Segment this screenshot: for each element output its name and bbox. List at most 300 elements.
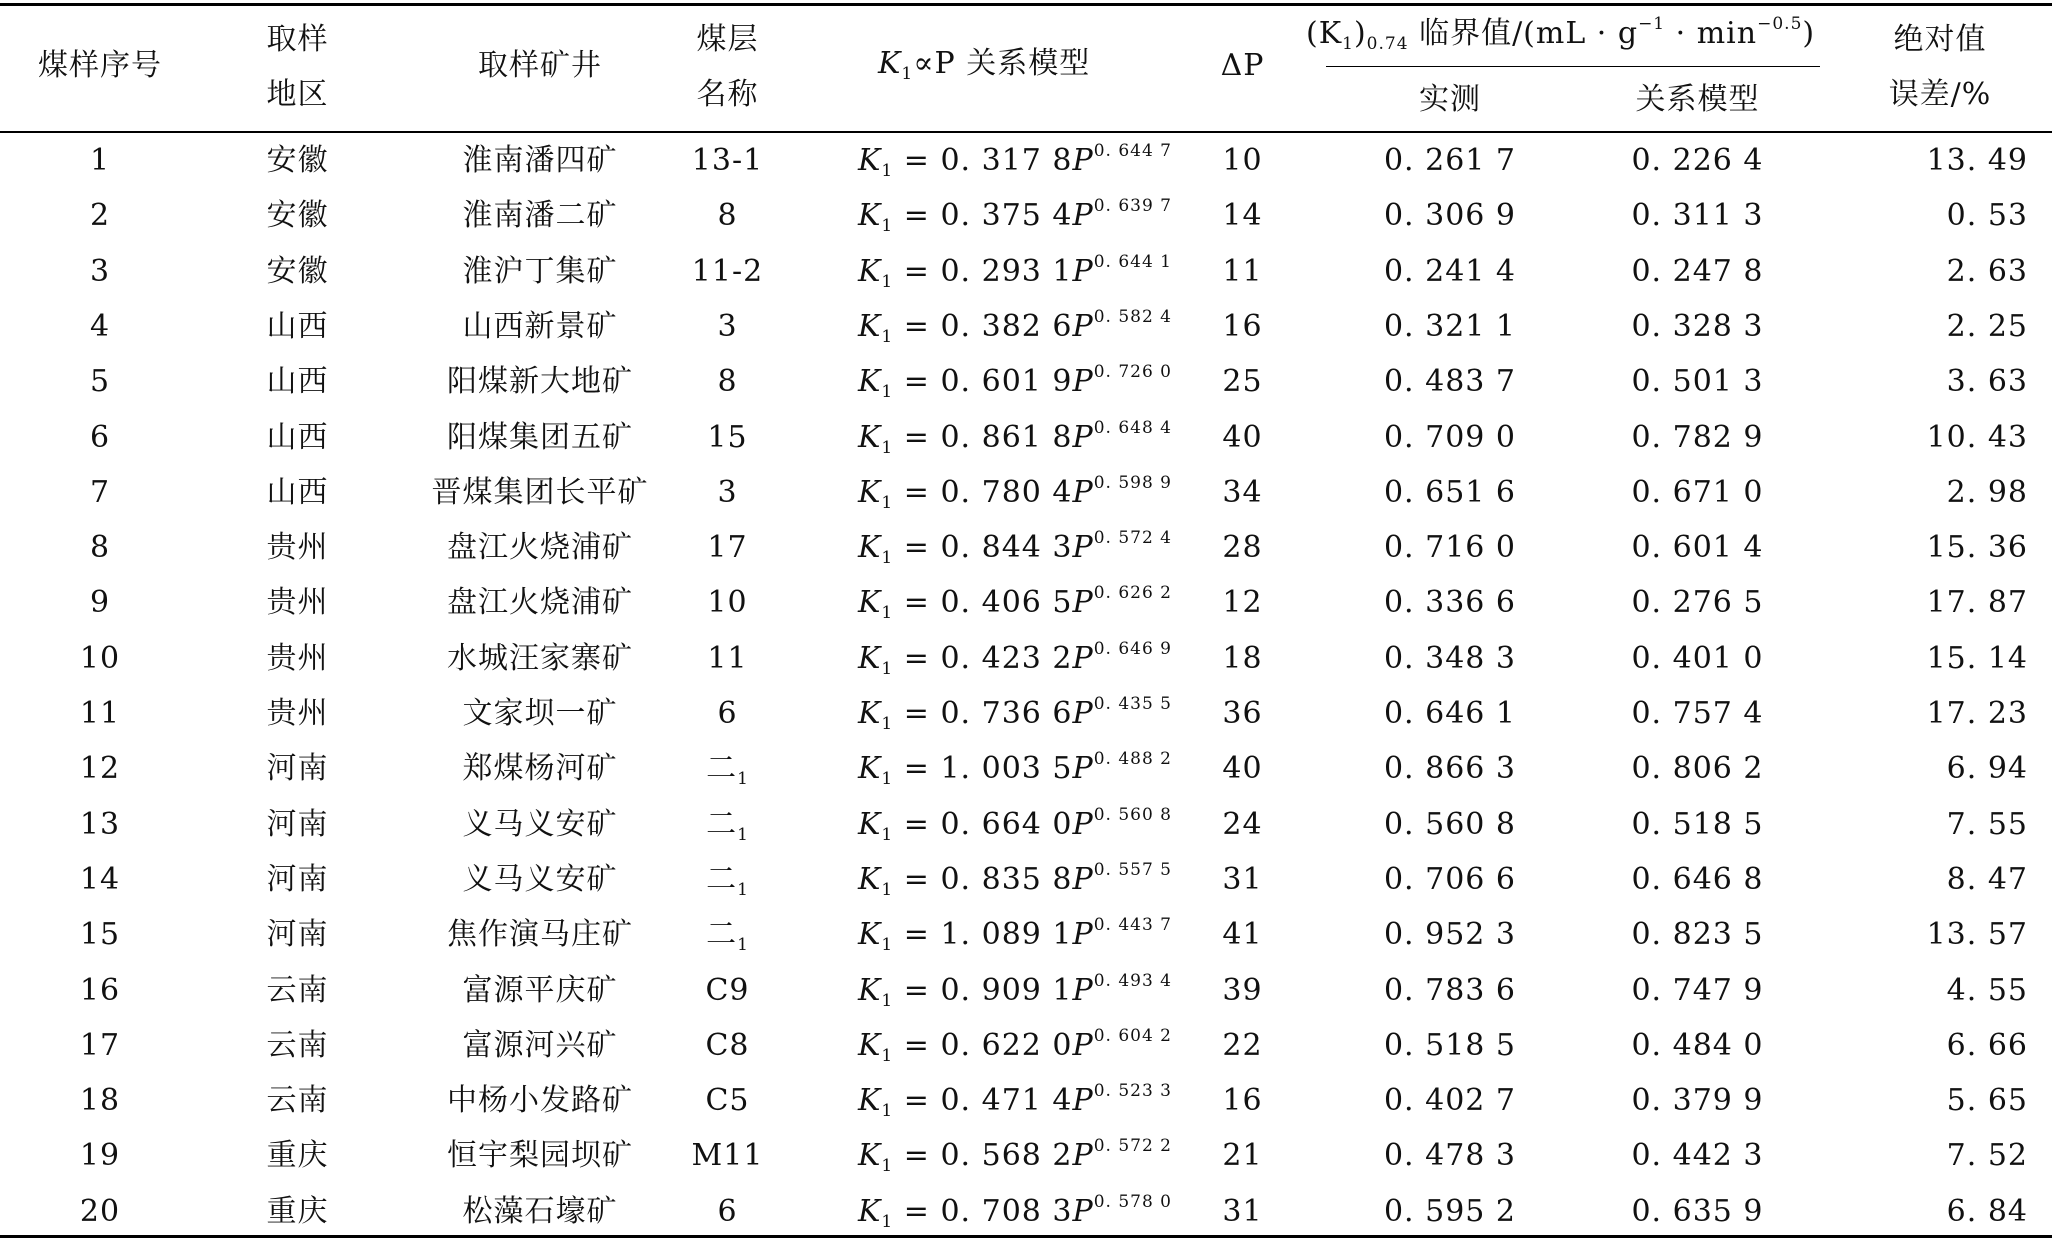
cell-relation-formula: [858, 749, 1218, 789]
formula-k-symbol: K: [858, 364, 882, 399]
cell-seam-name: 3: [717, 475, 738, 510]
formula-k-symbol: K: [858, 530, 882, 565]
cell-seam: [660, 473, 795, 513]
critical-title-sub2: 0.74: [1366, 34, 1409, 54]
formula-coefficient: 0. 664 0: [940, 807, 1073, 842]
formula-k-symbol: K: [858, 1194, 882, 1229]
formula-coefficient: 0. 844 3: [940, 530, 1073, 565]
header-critical-value: [1306, 14, 1815, 54]
formula-k-symbol: K: [858, 143, 882, 178]
critical-title-text2: · min: [1665, 16, 1758, 51]
formula-k-subscript: 1: [881, 327, 894, 347]
cell-model: 0. 757 4: [1631, 696, 1764, 731]
cell-model: 0. 484 0: [1631, 1028, 1764, 1063]
formula-equals: =: [893, 696, 941, 731]
cell-mine: 山西新景矿: [462, 309, 618, 344]
formula-exponent: 0. 639 7: [1093, 196, 1172, 216]
cell-region: 重庆: [266, 1138, 329, 1173]
cell-mine: 阳煤新大地矿: [447, 364, 633, 399]
cell-relation-formula: [858, 473, 1218, 513]
formula-p-symbol: P: [1072, 420, 1094, 455]
cell-sample-id: 5: [89, 364, 111, 399]
cell-relation-formula: [858, 252, 1218, 292]
cell-relation-formula: [858, 528, 1218, 568]
header-seam-line2: 名称: [696, 77, 759, 112]
cell-relation-formula: [858, 971, 1218, 1011]
cell-region: 贵州: [266, 641, 329, 676]
cell-delta-p: 18: [1222, 641, 1263, 676]
cell-measured: 0. 952 3: [1383, 917, 1517, 952]
formula-p-symbol: P: [1072, 1083, 1094, 1118]
formula-coefficient: 0. 382 6: [940, 309, 1073, 344]
formula-k-symbol: K: [858, 1138, 882, 1173]
cell-error: 17. 23: [1926, 696, 2028, 731]
cell-model: 0. 823 5: [1631, 917, 1764, 952]
header-relation-rest: ∝P 关系模型: [913, 46, 1091, 81]
cell-seam: [660, 749, 795, 789]
header-model: 关系模型: [1635, 82, 1760, 117]
cell-seam-subscript: 1: [737, 935, 749, 955]
cell-sample-id: 7: [89, 475, 111, 510]
formula-equals: =: [893, 1194, 941, 1229]
formula-p-symbol: P: [1072, 973, 1094, 1008]
cell-relation-formula: [858, 418, 1218, 458]
cell-error: 6. 66: [1946, 1028, 2028, 1063]
cell-seam-name: 二: [706, 917, 738, 952]
cell-delta-p: 21: [1222, 1138, 1263, 1173]
formula-k-subscript: 1: [881, 825, 894, 845]
cell-measured: 0. 402 7: [1383, 1083, 1517, 1118]
cell-measured: 0. 348 3: [1383, 641, 1517, 676]
critical-title-end: ): [1802, 16, 1816, 51]
formula-exponent: 0. 648 4: [1093, 418, 1172, 438]
cell-region: 安徽: [266, 198, 329, 233]
formula-exponent: 0. 726 0: [1093, 362, 1172, 382]
cell-error: 2. 25: [1946, 309, 2028, 344]
formula-exponent: 0. 644 7: [1093, 141, 1172, 161]
cell-seam-name: 6: [717, 696, 738, 731]
formula-k-subscript: 1: [881, 272, 894, 292]
formula-coefficient: 0. 909 1: [940, 973, 1073, 1008]
formula-k-symbol: K: [858, 309, 882, 344]
cell-seam: [660, 915, 795, 955]
cell-seam: [660, 196, 795, 236]
formula-k-symbol: K: [858, 751, 882, 786]
cell-sample-id: 18: [79, 1083, 121, 1118]
formula-exponent: 0. 598 9: [1093, 473, 1172, 493]
cell-sample-id: 3: [89, 254, 111, 289]
formula-k-symbol: K: [858, 585, 882, 620]
critical-title-sup2: −0.5: [1757, 14, 1803, 34]
cell-seam-subscript: 1: [737, 769, 749, 789]
cell-measured: 0. 560 8: [1383, 807, 1517, 842]
formula-p-symbol: P: [1072, 309, 1094, 344]
formula-k-subscript: 1: [881, 548, 894, 568]
formula-p-symbol: P: [1072, 1194, 1094, 1229]
cell-seam-name: 13-1: [691, 143, 764, 178]
formula-equals: =: [893, 198, 941, 233]
formula-exponent: 0. 572 4: [1093, 528, 1172, 548]
cell-seam-name: 15: [707, 420, 748, 455]
cell-mine: 水城汪家寨矿: [447, 641, 633, 676]
formula-coefficient: 0. 622 0: [940, 1028, 1073, 1063]
formula-k-symbol: K: [858, 254, 882, 289]
cell-sample-id: 8: [89, 530, 111, 565]
formula-k-symbol: K: [858, 1083, 882, 1118]
cell-measured: 0. 306 9: [1383, 198, 1517, 233]
formula-coefficient: 0. 835 8: [940, 862, 1073, 897]
formula-p-symbol: P: [1072, 198, 1094, 233]
cell-error: 3. 63: [1946, 364, 2028, 399]
cell-error: 15. 36: [1926, 530, 2028, 565]
cell-delta-p: 24: [1222, 807, 1263, 842]
formula-exponent: 0. 523 3: [1093, 1081, 1172, 1101]
cell-region: 山西: [266, 420, 329, 455]
cell-delta-p: 36: [1222, 696, 1263, 731]
cell-sample-id: 15: [79, 917, 121, 952]
cell-seam: [660, 694, 795, 734]
formula-p-symbol: P: [1072, 917, 1094, 952]
cell-model: 0. 671 0: [1631, 475, 1764, 510]
cell-region: 河南: [266, 917, 329, 952]
header-mine: 取样矿井: [478, 48, 602, 83]
cell-sample-id: 10: [79, 641, 121, 676]
formula-coefficient: 0. 423 2: [940, 641, 1073, 676]
formula-coefficient: 0. 861 8: [940, 420, 1073, 455]
cell-measured: 0. 716 0: [1383, 530, 1517, 565]
formula-k-symbol: K: [858, 420, 882, 455]
formula-coefficient: 0. 471 4: [940, 1083, 1073, 1118]
cell-region: 云南: [266, 1028, 329, 1063]
cell-delta-p: 40: [1222, 751, 1263, 786]
cell-error: 7. 52: [1946, 1138, 2028, 1173]
cell-region: 河南: [266, 862, 329, 897]
cell-mine: 阳煤集团五矿: [447, 420, 633, 455]
cell-measured: 0. 321 1: [1383, 309, 1517, 344]
cell-relation-formula: [858, 805, 1218, 845]
cell-sample-id: 16: [79, 973, 121, 1008]
cell-seam-name: 二: [706, 862, 738, 897]
formula-coefficient: 0. 375 4: [940, 198, 1073, 233]
formula-k-subscript: 1: [881, 1101, 894, 1121]
cell-delta-p: 12: [1222, 585, 1263, 620]
cell-seam: [660, 1192, 795, 1232]
header-relation-sub: 1: [901, 64, 914, 84]
cell-seam-name: 11: [707, 641, 748, 676]
cell-seam-name: C8: [705, 1028, 750, 1063]
cell-relation-formula: [858, 860, 1218, 900]
formula-p-symbol: P: [1072, 1138, 1094, 1173]
cell-error: 17. 87: [1926, 585, 2028, 620]
cell-relation-formula: [858, 1136, 1218, 1176]
cell-error: 7. 55: [1946, 807, 2028, 842]
cell-sample-id: 6: [89, 420, 111, 455]
cell-measured: 0. 261 7: [1383, 143, 1517, 178]
formula-k-subscript: 1: [881, 1212, 894, 1232]
cell-error: 10. 43: [1926, 420, 2028, 455]
formula-exponent: 0. 582 4: [1093, 307, 1172, 327]
cell-measured: 0. 483 7: [1383, 364, 1517, 399]
formula-coefficient: 0. 406 5: [940, 585, 1073, 620]
cell-seam-name: M11: [691, 1138, 764, 1173]
cell-seam: [660, 1081, 795, 1121]
critical-title-close: ): [1353, 16, 1367, 51]
cell-mine: 晋煤集团长平矿: [431, 475, 649, 510]
cell-delta-p: 25: [1222, 364, 1263, 399]
formula-exponent: 0. 557 5: [1093, 860, 1172, 880]
formula-coefficient: 0. 708 3: [940, 1194, 1073, 1229]
critical-title-sup1: −1: [1638, 14, 1666, 34]
cell-error: 2. 98: [1946, 475, 2028, 510]
cell-seam: [660, 639, 795, 679]
cell-seam-name: 二: [706, 751, 738, 786]
formula-p-symbol: P: [1072, 1028, 1094, 1063]
formula-equals: =: [893, 475, 941, 510]
cell-mine: 中杨小发路矿: [447, 1083, 633, 1118]
cell-mine: 盘江火烧浦矿: [447, 530, 633, 565]
cell-sample-id: 12: [79, 751, 121, 786]
cell-measured: 0. 706 6: [1383, 862, 1517, 897]
cell-region: 安徽: [266, 143, 329, 178]
formula-exponent: 0. 493 4: [1093, 971, 1172, 991]
cell-mine: 义马义安矿: [462, 862, 618, 897]
cell-region: 山西: [266, 309, 329, 344]
critical-title-open: (K: [1306, 16, 1343, 51]
formula-equals: =: [893, 973, 941, 1008]
cell-relation-formula: [858, 694, 1218, 734]
cell-seam: [660, 528, 795, 568]
formula-k-symbol: K: [858, 973, 882, 1008]
formula-equals: =: [893, 143, 941, 178]
formula-k-subscript: 1: [881, 382, 894, 402]
header-region-line2: 地区: [266, 77, 329, 112]
header-delta-p: ΔP: [1220, 48, 1265, 83]
cell-error: 0. 53: [1946, 198, 2028, 233]
cell-region: 山西: [266, 364, 329, 399]
header-seam-line1: 煤层: [696, 22, 759, 57]
cell-seam: [660, 583, 795, 623]
cell-seam-name: 11-2: [691, 254, 764, 289]
formula-k-subscript: 1: [881, 714, 894, 734]
cell-measured: 0. 241 4: [1383, 254, 1517, 289]
formula-equals: =: [893, 530, 941, 565]
cell-sample-id: 13: [79, 807, 121, 842]
formula-k-subscript: 1: [881, 216, 894, 236]
cell-mine: 淮南潘二矿: [462, 198, 618, 233]
formula-exponent: 0. 435 5: [1093, 694, 1172, 714]
formula-k-subscript: 1: [881, 880, 894, 900]
formula-exponent: 0. 578 0: [1093, 1192, 1172, 1212]
cell-mine: 文家坝一矿: [462, 696, 618, 731]
cell-delta-p: 39: [1222, 973, 1263, 1008]
critical-title-text: 临界值/(mL · g: [1408, 16, 1639, 51]
formula-k-subscript: 1: [881, 161, 894, 181]
cell-delta-p: 34: [1222, 475, 1263, 510]
cell-model: 0. 328 3: [1631, 309, 1764, 344]
formula-coefficient: 0. 736 6: [940, 696, 1073, 731]
cell-model: 0. 276 5: [1631, 585, 1764, 620]
cell-measured: 0. 709 0: [1383, 420, 1517, 455]
cell-measured: 0. 595 2: [1383, 1194, 1517, 1229]
formula-k-subscript: 1: [881, 935, 894, 955]
cell-sample-id: 9: [89, 585, 111, 620]
cell-sample-id: 20: [79, 1194, 121, 1229]
cell-mine: 义马义安矿: [462, 807, 618, 842]
cell-mine: 松藻石壕矿: [462, 1194, 618, 1229]
cell-sample-id: 17: [79, 1028, 121, 1063]
cell-seam: [660, 971, 795, 1011]
cell-seam: [660, 307, 795, 347]
cell-measured: 0. 866 3: [1383, 751, 1517, 786]
cell-seam-name: 10: [707, 585, 748, 620]
cell-delta-p: 11: [1222, 254, 1263, 289]
cell-sample-id: 14: [79, 862, 121, 897]
cell-error: 13. 49: [1926, 143, 2028, 178]
formula-k-symbol: K: [858, 641, 882, 676]
formula-k-subscript: 1: [881, 1156, 894, 1176]
formula-coefficient: 1. 089 1: [940, 917, 1073, 952]
formula-equals: =: [893, 585, 941, 620]
formula-p-symbol: P: [1072, 751, 1094, 786]
formula-exponent: 0. 488 2: [1093, 749, 1172, 769]
cell-relation-formula: [858, 639, 1218, 679]
cell-sample-id: 19: [79, 1138, 121, 1173]
cell-seam-name: 17: [707, 530, 748, 565]
formula-p-symbol: P: [1072, 862, 1094, 897]
formula-equals: =: [893, 364, 941, 399]
cell-delta-p: 40: [1222, 420, 1263, 455]
cell-delta-p: 22: [1222, 1028, 1263, 1063]
cell-seam-name: 3: [717, 309, 738, 344]
formula-coefficient: 0. 601 9: [940, 364, 1073, 399]
cell-sample-id: 2: [89, 198, 111, 233]
table-top-rule: [0, 3, 2052, 6]
formula-p-symbol: P: [1072, 641, 1094, 676]
cell-mine: 盘江火烧浦矿: [447, 585, 633, 620]
formula-coefficient: 0. 780 4: [940, 475, 1073, 510]
critical-title-sub1: 1: [1342, 34, 1354, 54]
formula-equals: =: [893, 917, 941, 952]
cell-seam-name: 二: [706, 807, 738, 842]
cell-delta-p: 31: [1222, 1194, 1263, 1229]
cell-measured: 0. 478 3: [1383, 1138, 1517, 1173]
cell-mine: 淮南潘四矿: [462, 143, 618, 178]
formula-p-symbol: P: [1072, 143, 1094, 178]
cell-relation-formula: [858, 915, 1218, 955]
formula-equals: =: [893, 1138, 941, 1173]
cell-model: 0. 518 5: [1631, 807, 1764, 842]
cell-relation-formula: [858, 1081, 1218, 1121]
formula-p-symbol: P: [1072, 696, 1094, 731]
formula-equals: =: [893, 254, 941, 289]
cell-model: 0. 401 0: [1631, 641, 1764, 676]
cell-error: 15. 14: [1926, 641, 2028, 676]
cell-model: 0. 782 9: [1631, 420, 1764, 455]
cell-model: 0. 806 2: [1631, 751, 1764, 786]
cell-model: 0. 311 3: [1631, 198, 1764, 233]
cell-seam-name: C5: [705, 1083, 750, 1118]
formula-exponent: 0. 443 7: [1093, 915, 1172, 935]
cell-error: 5. 65: [1946, 1083, 2028, 1118]
formula-k-symbol: K: [858, 807, 882, 842]
formula-k-subscript: 1: [881, 493, 894, 513]
critical-value-group-rule: [1326, 66, 1820, 67]
cell-model: 0. 501 3: [1631, 364, 1764, 399]
formula-k-symbol: K: [858, 198, 882, 233]
cell-region: 贵州: [266, 530, 329, 565]
cell-seam-name: 6: [717, 1194, 738, 1229]
cell-seam: [660, 1136, 795, 1176]
formula-equals: =: [893, 641, 941, 676]
header-measured: 实测: [1419, 82, 1481, 117]
cell-delta-p: 10: [1222, 143, 1263, 178]
formula-exponent: 0. 604 2: [1093, 1026, 1172, 1046]
cell-measured: 0. 783 6: [1383, 973, 1517, 1008]
cell-relation-formula: [858, 307, 1218, 347]
formula-exponent: 0. 572 2: [1093, 1136, 1172, 1156]
cell-mine: 淮沪丁集矿: [462, 254, 618, 289]
cell-delta-p: 14: [1222, 198, 1263, 233]
cell-error: 6. 84: [1946, 1194, 2028, 1229]
cell-model: 0. 635 9: [1631, 1194, 1764, 1229]
cell-measured: 0. 336 6: [1383, 585, 1517, 620]
cell-model: 0. 601 4: [1631, 530, 1764, 565]
cell-model: 0. 442 3: [1631, 1138, 1764, 1173]
cell-delta-p: 16: [1222, 1083, 1263, 1118]
cell-seam: [660, 362, 795, 402]
table-bottom-rule: [0, 1235, 2052, 1238]
formula-p-symbol: P: [1072, 530, 1094, 565]
formula-k-symbol: K: [858, 917, 882, 952]
formula-equals: =: [893, 309, 941, 344]
formula-coefficient: 0. 293 1: [940, 254, 1073, 289]
formula-equals: =: [893, 807, 941, 842]
formula-p-symbol: P: [1072, 364, 1094, 399]
cell-delta-p: 31: [1222, 862, 1263, 897]
cell-region: 云南: [266, 1083, 329, 1118]
formula-coefficient: 0. 317 8: [940, 143, 1073, 178]
cell-relation-formula: [858, 1192, 1218, 1232]
cell-seam-subscript: 1: [737, 825, 749, 845]
formula-exponent: 0. 626 2: [1093, 583, 1172, 603]
header-region-line1: 取样: [266, 22, 329, 57]
formula-k-subscript: 1: [881, 991, 894, 1011]
cell-error: 13. 57: [1926, 917, 2028, 952]
cell-seam-name: 8: [717, 364, 738, 399]
cell-region: 河南: [266, 751, 329, 786]
cell-error: 6. 94: [1946, 751, 2028, 786]
formula-p-symbol: P: [1072, 475, 1094, 510]
cell-model: 0. 247 8: [1631, 254, 1764, 289]
formula-k-symbol: K: [858, 475, 882, 510]
cell-seam: [660, 141, 795, 181]
cell-relation-formula: [858, 1026, 1218, 1066]
cell-delta-p: 41: [1222, 917, 1263, 952]
cell-region: 重庆: [266, 1194, 329, 1229]
cell-region: 贵州: [266, 585, 329, 620]
formula-exponent: 0. 646 9: [1093, 639, 1172, 659]
cell-error: 2. 63: [1946, 254, 2028, 289]
cell-seam: [660, 418, 795, 458]
cell-region: 贵州: [266, 696, 329, 731]
header-error-line2: 误差/%: [1888, 77, 1992, 112]
cell-measured: 0. 651 6: [1383, 475, 1517, 510]
cell-sample-id: 4: [89, 309, 111, 344]
cell-delta-p: 28: [1222, 530, 1263, 565]
formula-k-subscript: 1: [881, 769, 894, 789]
cell-mine: 恒宇梨园坝矿: [447, 1138, 633, 1173]
header-bottom-rule: [0, 131, 2052, 133]
